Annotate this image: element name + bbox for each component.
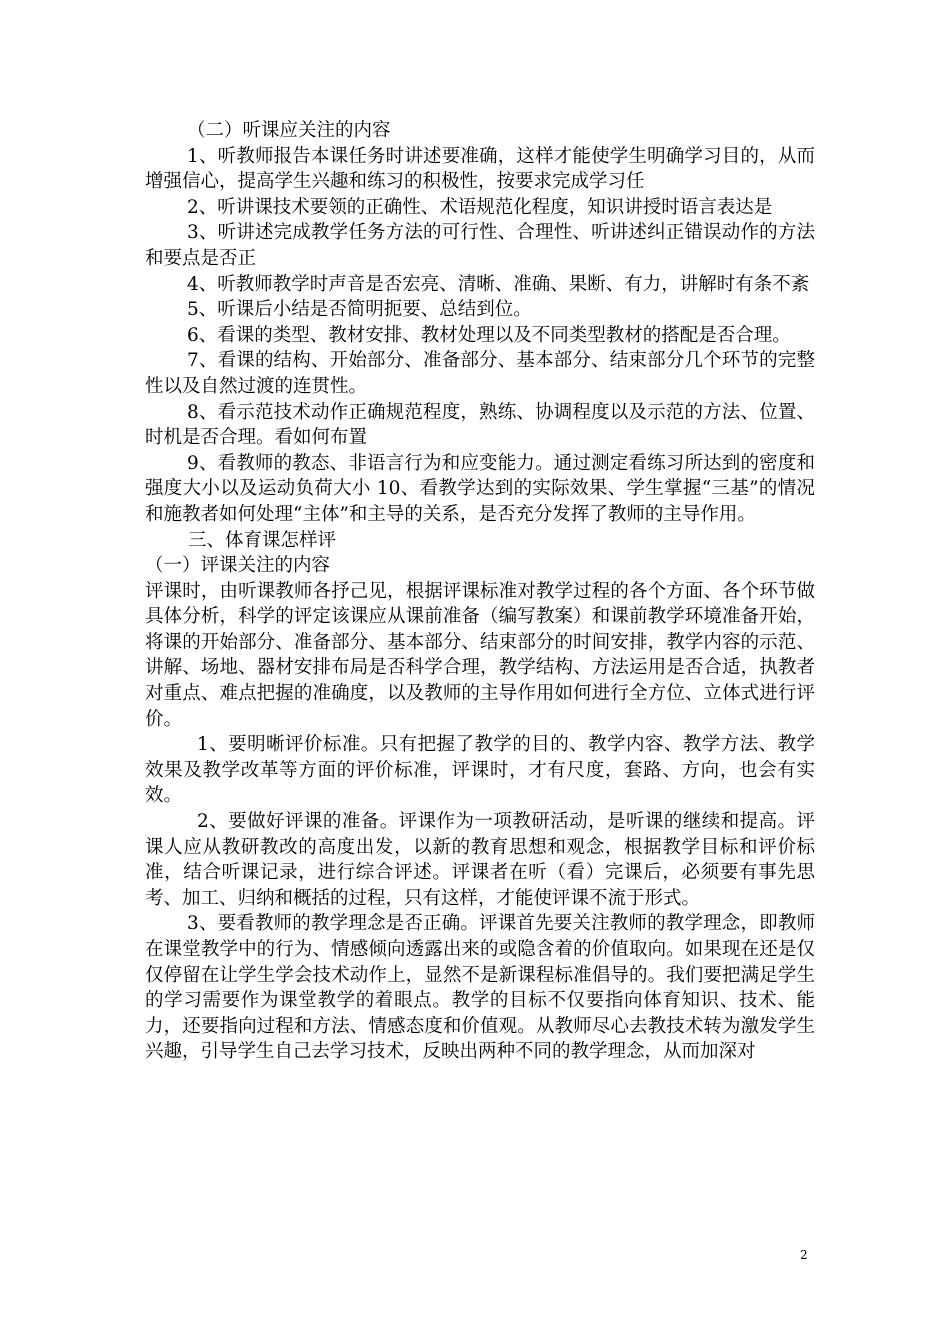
paragraph-eval-item-2: 2、要做好评课的准备。评课作为一项教研活动，是听课的继续和提高。评课人应从教研教改的高度出发，以新的教育思想和观念，根据教学目标和评价标准，结合听课记录，进行综合评述。评课者在听（看）完课后，必须要有事先思考、加工、归纳和概括的过程，只有这样，才能使评课不流于形式。 — [145, 811, 815, 909]
paragraph-item-4: 4、听教师教学时声音是否宏亮、清晰、准确、果断、有力，讲解时有条不紊 — [187, 273, 810, 295]
paragraph-evaluation-intro: 评课时，由听课教师各抒己见，根据评课标准对教学过程的各个方面、各个环节做具体分析，科学的评定该课应从课前准备（编写教案）和课前教学环境准备开始，将课的开始部分、准备部分、基本部分、结束部分的时间安排，教学内容的示范、讲解、场地、器材安排布局是否科学合理，教学结构、方法运用是否合适，执教者对重点、难点把握的准确度，以及教师的主导作用如何进行全方位、立体式进行评价。 — [145, 580, 815, 730]
paragraph-eval-item-1: 1、要明晰评价标准。只有把握了教学的目的、教学内容、教学方法、教学效果及教学改革等方面的评价标准，评课时，才有尺度，套路、方向，也会有实效。 — [145, 734, 815, 807]
page-number: 2 — [800, 1248, 808, 1262]
subsection-heading-evaluation-content: （一）评课关注的内容 — [145, 555, 331, 577]
section-heading-listening-content: （二）听课应关注的内容 — [187, 120, 391, 141]
paragraph-item-6: 6、看课的类型、教材安排、教材处理以及不同类型教材的搭配是否合理。 — [187, 324, 791, 346]
paragraph-item-1: 1、听教师报告本课任务时讲述要准确，这样才能使学生明确学习目的，从而增强信心，提高学生兴趣和练习的积极性，按要求完成学习任 — [145, 145, 815, 193]
document-body — [145, 118, 815, 1065]
paragraph-item-8: 8、看示范技术动作正确规范程度，熟练、协调程度以及示范的方法、位置、时机是否合理。看如何布置 — [145, 401, 815, 449]
paragraph-item-7: 7、看课的结构、开始部分、准备部分、基本部分、结束部分几个环节的完整性以及自然过渡的连贯性。 — [145, 350, 815, 397]
section-heading-how-to-evaluate: 三、体育课怎样评 — [188, 529, 337, 551]
paragraph-item-9: 9、看教师的教态、非语言行为和应变能力。通过测定看练习所达到的密度和强度大小以及运动负荷大小 10、看教学达到的实际效果、学生掌握“三基”的情况和施教者如何处理“主体”和主导的关系，是否充分发挥了教师的主导作用。 — [145, 452, 815, 525]
paragraph-item-2: 2、听讲课技术要领的正确性、术语规范化程度，知识讲授时语言表达是 — [187, 196, 773, 218]
paragraph-eval-item-3: 3、要看教师的教学理念是否正确。评课首先要关注教师的教学理念，即教师在课堂教学中的行为、情感倾向透露出来的或隐含着的价值取向。如果现在还是仅仅停留在让学生学会技术动作上，显然不是新课程标准倡导的。我们要把满足学生的学习需要作为课堂教学的着眼点。教学的目标不仅要指向体育知识、技术、能力，还要指向过程和方法、情感态度和价值观。从教师尽心去教技术转为激发学生兴趣，引导学生自己去学习技术，反映出两种不同的教学理念，从而加深对 — [145, 913, 815, 1063]
paragraph-item-3: 3、听讲述完成教学任务方法的可行性、合理性、听讲述纠正错误动作的方法和要点是否正 — [145, 222, 815, 269]
paragraph-item-5: 5、听课后小结是否简明扼要、总结到位。 — [187, 299, 532, 321]
